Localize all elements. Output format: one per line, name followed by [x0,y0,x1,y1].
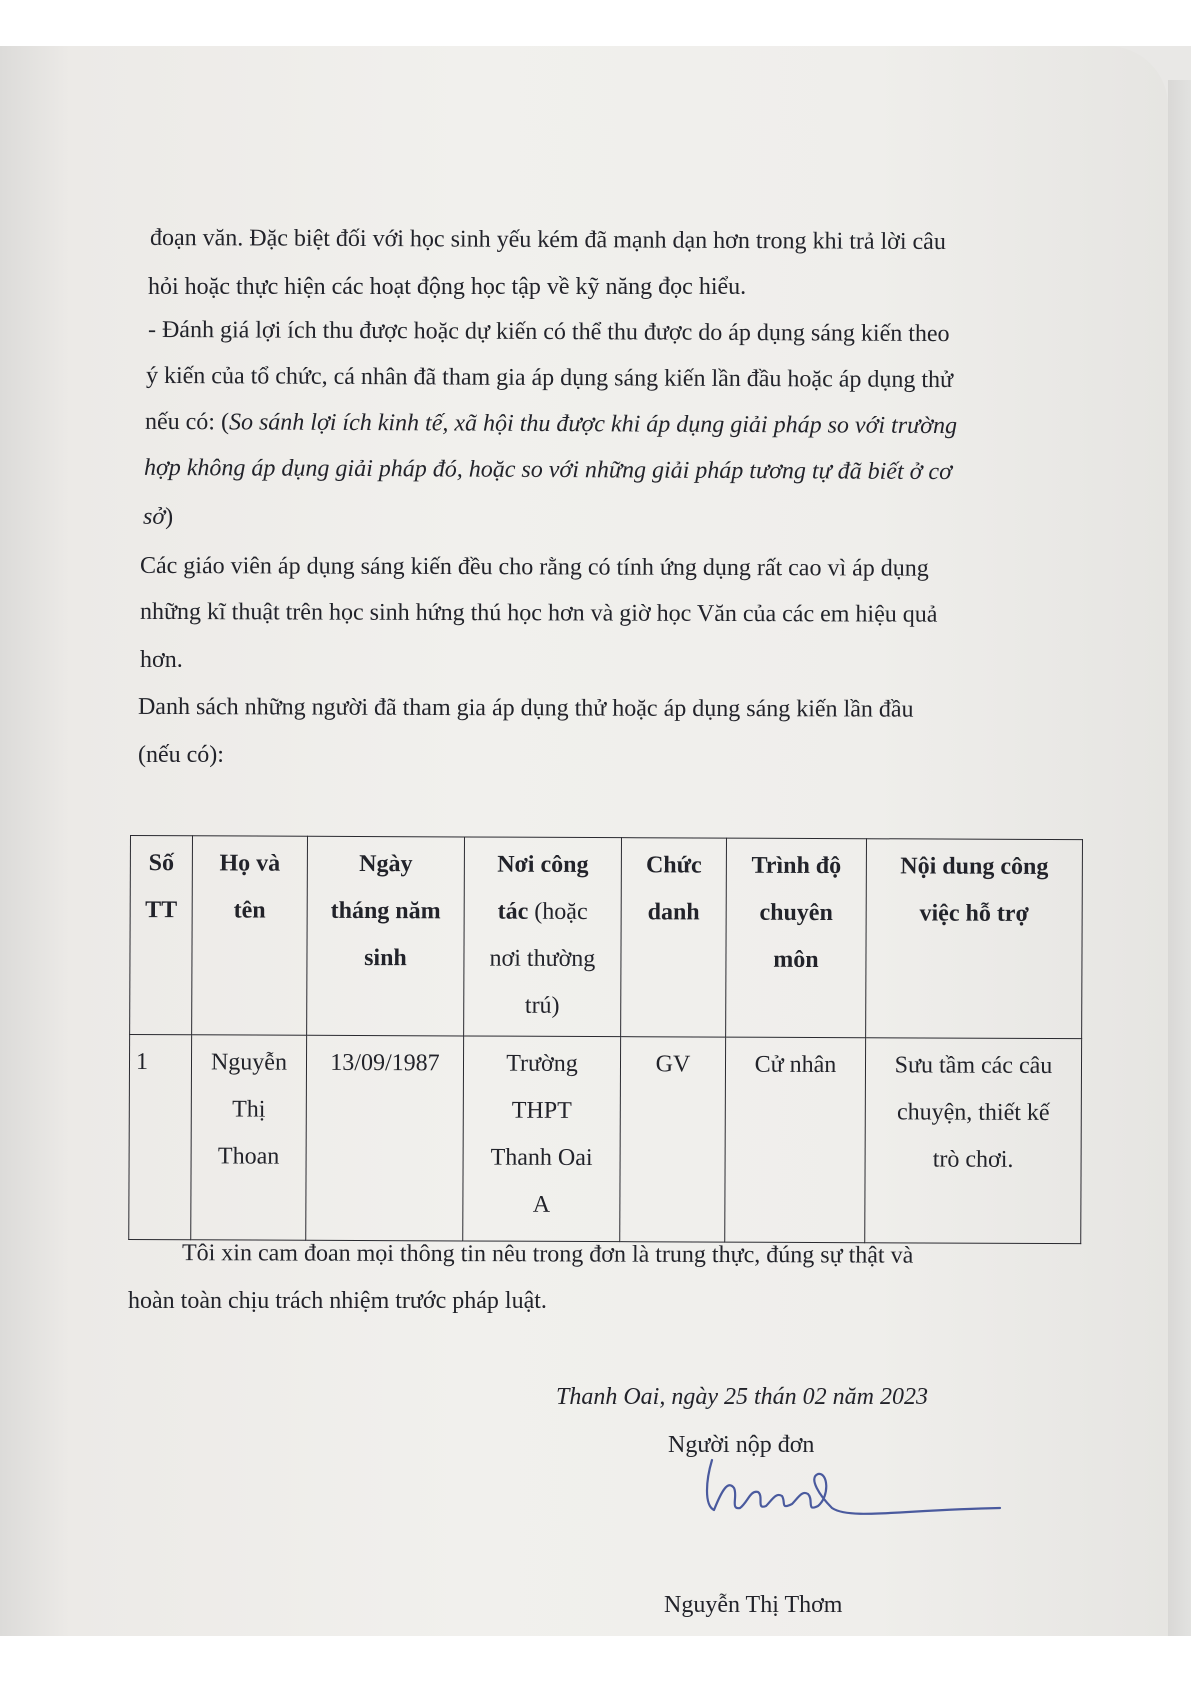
text-line: hỏi hoặc thực hiện các hoạt động học tập về kỹ năng đọc hiểu. [148,274,747,300]
top-margin [0,0,1191,46]
commitment-statement [0,1232,1191,1324]
bottom-margin [0,1636,1191,1685]
text-line [144,445,1191,497]
cell-text: Sưu tầm các câu [894,1052,1053,1080]
paragraph-reading-skills [0,218,1191,310]
text-line [130,1230,1191,1280]
header-title [621,838,727,1037]
text-line: Danh sách những người đã tham gia áp dụng thử hoặc áp dụng sáng kiến lần đầu [137,693,914,723]
header-dob [307,836,465,1036]
header-text: Chức [645,852,702,879]
signer-role: Người nộp đơn [668,1432,815,1458]
header-text-plain: nơi thường [489,945,596,973]
cell-dob: 13/09/1987 [306,1035,464,1241]
text-line: những kĩ thuật trên học sinh hứng thú học hơn và giờ học Văn của các em hiệu quả [139,598,938,628]
header-text: việc hỗ trợ [919,900,1029,927]
header-text: chuyên [759,899,833,927]
cell-qualification: Cử nhân [725,1037,866,1243]
header-text: tên [233,897,266,924]
table-header-row [130,836,1083,1039]
cell-support [865,1038,1082,1244]
text-line: hoàn toàn chịu trách nhiệm trước pháp luật. [128,1288,547,1314]
place-date: Thanh Oai, ngày 25 thán 02 năm 2023 [556,1384,928,1410]
header-text: môn [773,946,819,974]
cell-text: Thị [232,1096,266,1123]
header-text: sinh [364,945,407,972]
signer-name: Nguyễn Thị Thơm [664,1592,843,1618]
header-text-plain: (hoặc [528,898,588,925]
italic-segment: sở [143,504,166,530]
cell-text: A [532,1191,551,1218]
paragraph-benefit-evaluation [0,310,1191,540]
cell-text: trò chơi. [932,1146,1014,1173]
cell-text: Trường [506,1050,578,1077]
cell-text: Nguyễn [210,1049,288,1076]
header-text: Số [148,850,175,877]
table-row [129,1035,1082,1244]
header-stt [130,836,193,1035]
italic-segment: So sánh lợi ích kinh tế, xã hội thu được khi áp dụng giải pháp so với trường [228,409,958,440]
paragraph-participant-list-intro [0,686,1191,778]
text-segment: Tôi xin cam đoan mọi thông tin nêu trong đơn là trung thực, đúng sự thật và [181,1240,914,1269]
cell-text: chuyện, thiết kế [896,1099,1050,1127]
header-name [192,836,308,1035]
handwritten-signature [700,1450,1020,1530]
text-line: - Đánh giá lợi ích thu được hoặc dự kiến có thể thu được do áp dụng sáng kiến theo [147,316,950,348]
cell-workplace [463,1036,621,1242]
header-workplace [464,837,622,1037]
paragraph-teacher-feedback [0,545,1191,683]
header-text: Trình độ [751,852,842,880]
header-support [866,839,1083,1039]
text-line [143,494,1191,540]
italic-segment: hợp không áp dụng giải pháp đó, hoặc so với những giải pháp tương tự đã biết ở cơ [143,454,953,486]
text-segment: nếu có: ( [144,408,230,436]
header-text: Nơi công [497,851,589,879]
header-text: TT [145,897,178,924]
header-qualification [726,838,867,1038]
text-line: (nếu có): [138,742,224,768]
header-text: tháng năm [330,897,441,925]
participants-table [128,835,1083,1244]
cell-text: THPT [511,1097,572,1124]
header-text: tác [497,898,529,925]
text-line: hơn. [140,647,183,673]
text-line: đoạn văn. Đặc biệt đối với học sinh yếu kém đã mạnh dạn hơn trong khi trả lời câu [149,224,946,256]
header-text: Nội dung công [900,853,1049,881]
text-line: ý kiến của tổ chức, cá nhân đã tham gia áp dụng sáng kiến lần đầu hoặc áp dụng thử [145,362,954,394]
cell-name [191,1035,307,1240]
header-text: danh [647,899,700,926]
header-text-plain: trú) [524,992,560,1019]
cell-text: Thoan [217,1143,280,1170]
text-segment: ) [165,504,174,530]
cell-stt: 1 [129,1035,192,1240]
header-text: Ngày [359,851,413,878]
text-line [145,399,1191,451]
text-line: Các giáo viên áp dụng sáng kiến đều cho rằng có tính ứng dụng rất cao vì áp dụng [139,552,929,582]
header-text: Họ và [219,850,281,877]
cell-title: GV [620,1037,726,1242]
cell-text: Thanh Oai [490,1144,593,1172]
